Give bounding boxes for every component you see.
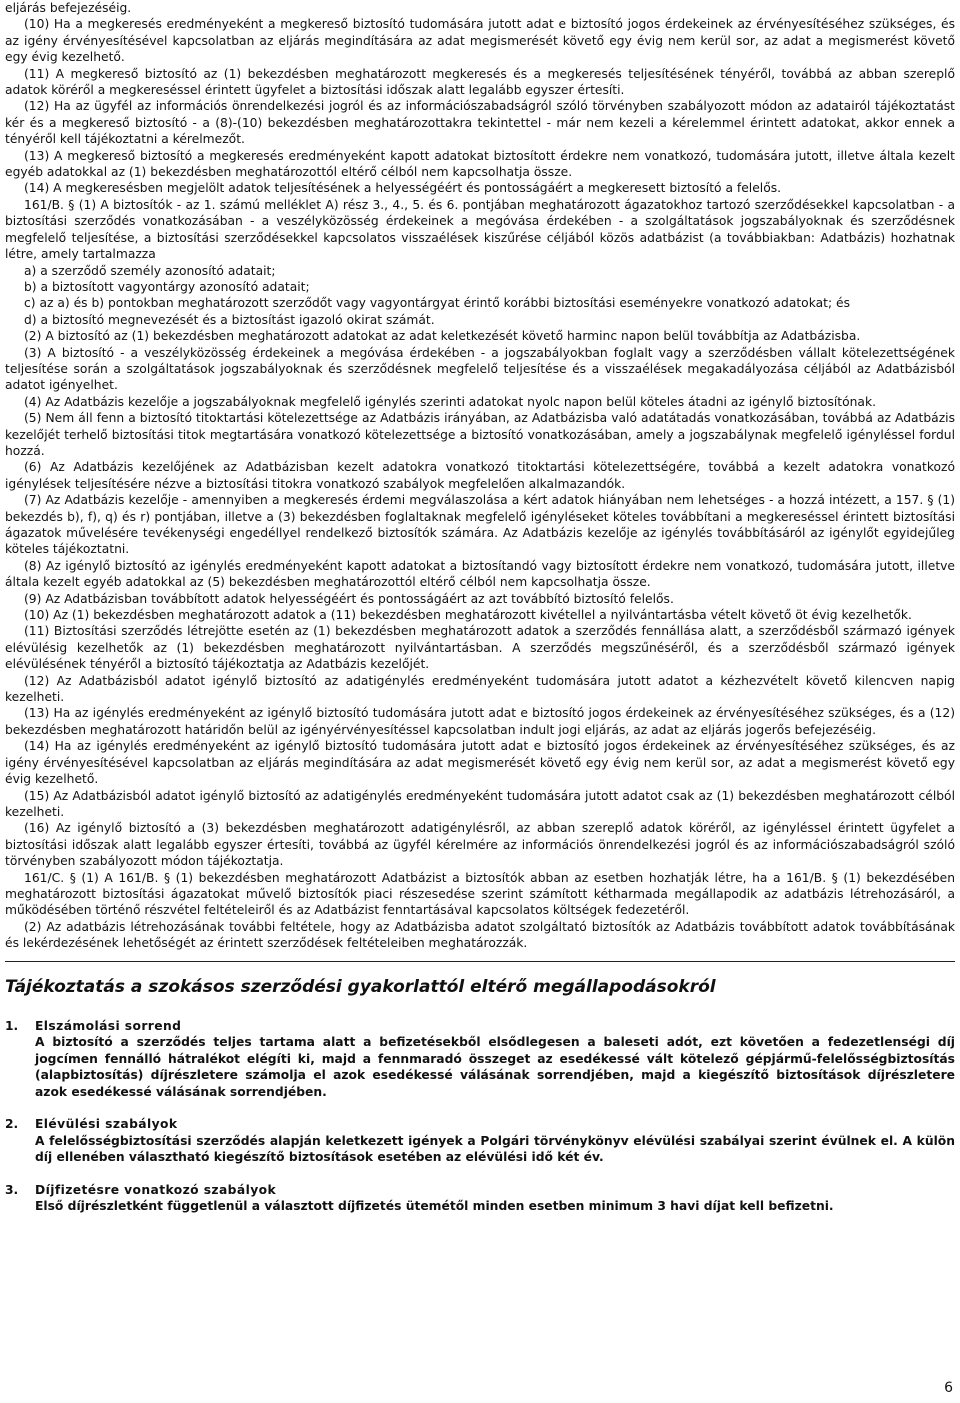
list-item-content [35, 1018, 955, 1101]
paragraph-25: (16) Az igénylő biztosító a (3) bekezdésben meghatározott adatigénylésről, az abban szereplő adatok köréről, az igényléssel érintett ügyfelet a biztosítási időszak alatt legalább egyszer értesíti, továbbá az ügyfél kérelmére az információs önrendelkezési jogról és az információszabadságról szóló törvényben szabályozott módon tájékoztatja. [5, 821, 955, 869]
list-item-content [35, 1182, 955, 1215]
document-page [5, 0, 955, 1215]
paragraph-21: (12) Az Adatbázisból adatot igénylő biztosító az adatigénylés eredményeként tudomására jutott adatot a kézhezvételt követő kilencven napig kezelheti. [5, 673, 955, 705]
paragraph-19: (10) Az (1) bekezdésben meghatározott adatok a (11) bekezdésben meghatározott kivétellel a nyilvántartásba vételt követő öt évig kezelhetők. [24, 608, 912, 623]
paragraph-7: a) a szerződő személy azonosító adatait; [24, 263, 276, 278]
paragraph-15: (6) Az Adatbázis kezelőjének az Adatbázisban kezelt adatokra vonatkozó titoktartási kötelezettségére, továbbá a kezelt adatokra vonatkozó igénylések teljesítésére nézve a biztosítási titokra vonatkozó szabályok megfelelően alkalmazandók. [5, 460, 955, 491]
list-item-title: Díjfizetésre vonatkozó szabályok [35, 1182, 277, 1197]
paragraph-26: 161/C. § (1) A 161/B. § (1) bekezdésben meghatározott Adatbázist a biztosítók abban az esetben hozhatják létre, ha a 161/B. § (1) bekezdésében meghatározott biztosítási ágazatokat művelő biztosítók piaci részesedése szerint számított kétharmada megállapodik az adatbázis létrehozásáról, a működésében történő részvétel feltételeiről és az Adatbázist fenntartásával kapcsolatos költségek fedezetéről. [5, 870, 955, 918]
paragraph-3: (12) Ha az ügyfél az információs önrendelkezési jogról és az információszabadságról szóló törvényben szabályozott módon az adatairól tájékoztatást kér és a megkereső biztosító - a (8)-(10) bekezdésben meghatározottakra tekintettel - már nem kezeli a kérelemmel érintett adatokat, akkor ennek a tényéről kell tájékoztatni a kérelmezőt. [5, 99, 955, 147]
list-item-title: Elévülési szabályok [35, 1117, 178, 1132]
list-item-title: Elszámolási sorrend [35, 1018, 182, 1033]
paragraph-9: c) az a) és b) pontokban meghatározott szerződőt vagy vagyontárgyat érintő korábbi biztosítási eseményekre vonatkozó adatokat; és [24, 296, 850, 311]
section-heading: Tájékoztatás a szokásos szerződési gyakorlattól eltérő megállapodásokról [5, 976, 716, 997]
paragraph-2: (11) A megkereső biztosító az (1) bekezdésben meghatározott megkeresés és a megkeresés teljesítésének tényéről, továbbá az abban szereplő adatok köréről a megkereséssel érintett ügyfelet a biztosítási időszak alatt legalább egyszer értesíti. [5, 66, 955, 98]
paragraph-24: (15) Az Adatbázisból adatot igénylő biztosító az adatigénylés eredményeként tudomására jutott adatot csak az (1) bekezdésben meghatározott célból kezelheti. [5, 788, 955, 819]
list-item-text: A biztosító a szerződés teljes tartama alatt a befizetésekből elsődlegesen a baleseti adót, ezt követően a fedezetlenségi díj jogcímen fennálló hátralékot elégíti ki, majd a fennmaradó összeget az esedékessé vált kötelező gépjármű-felelősségbiztosítás (alapbiztosítás) díjrészletere számolja el azok esedékessé válásának sorrendjében, majd a kiegészítő biztosítások díjrészletere azok esedékessé válásának sorrendjében. [35, 1035, 955, 1099]
paragraph-18: (9) Az Adatbázisban továbbított adatok helyességéért és pontosságáért az azt továbbító biztosító felelős. [24, 591, 674, 606]
paragraph-0: eljárás befejezéséig. [5, 1, 132, 15]
list-item-number: 3. [5, 1182, 19, 1197]
paragraph-22: (13) Ha az igénylés eredményeként az igénylő biztosító tudomására jutott adat e biztosító jogos érdekeinek az érvényesítéséhez szükséges, és a (12) bekezdésben meghatározott határidőn belül az igényérvényesítéssel kapcsolatban indult jogi eljárás, az adat az eljárás jogerős befejezéséig. [5, 706, 955, 737]
paragraph-17: (8) Az igénylő biztosító az igénylés eredményeként kapott adatokat a biztosítandó vagy biztosított érdekre nem vonatkozó, tudomására jutott, illetve általa kezelt egyéb adatokkal az (5) bekezdésben meghatározottól eltérő célból nem kapcsolhatja össze. [5, 558, 955, 590]
page-number: 6 [944, 1380, 953, 1396]
paragraph-20: (11) Biztosítási szerződés létrejötte esetén az (1) bekezdésben meghatározott adatok a szerződés fennállása alatt, a szerződésből származó igények elévülésig kezelhetők az (1) bekezdésben meghatározott nyilvántartásban. A szerződés megszűnéséről, és a szerződésből származó igények elévülésének tényéről a biztosító tájékoztatja az Adatbázis kezelőjét. [5, 624, 955, 672]
section-divider [5, 961, 955, 962]
list-item-number: 2. [5, 1117, 19, 1132]
list-item-content [35, 1116, 955, 1166]
paragraph-12: (3) A biztosító - a veszélyközösség érdekeinek a megóvása érdekében - a jogszabályokban foglalt vagy a szerződésben vállalt kötelezettségének teljesítése során a szolgáltatások jogszabályoknak és szerződésnek megfelelő teljesítése és a visszaélések megakadályozása céljából az Adatbázisból adatot igényelhet. [5, 345, 955, 393]
paragraph-10: d) a biztosító megnevezését és a biztosítást igazoló okirat számát. [24, 312, 435, 327]
paragraph-6: 161/B. § (1) A biztosítók - az 1. számú melléklet A) rész 3., 4., 5. és 6. pontjában meghatározott ágazatokhoz tartozó szerződésekkel kapcsolatban - a biztosítási szerződés vonatkozásában - a veszélyközösség érdekeinek a megóvása érdekében - a szolgáltatások jogszabályoknak és szerződésnek megfelelő teljesítése, a biztosítási szerződésekkel kapcsolatos visszaélések kiszűrése céljából közös adatbázist (a továbbiakban: Adatbázis) hozhatnak létre, amely tartalmazza [5, 197, 955, 262]
paragraph-5: (14) A megkeresésben megjelölt adatok teljesítésének a helyességéért és pontosságáért a megkeresett biztosító a felelős. [24, 181, 782, 196]
list-item-text: Első díjrészletként függetlenül a választott díjfizetés ütemétől minden esetben minimum 3 havi díjat kell befizetni. [35, 1199, 834, 1214]
list-item-3 [5, 1182, 955, 1215]
paragraph-23: (14) Ha az igénylés eredményeként az igénylő biztosító tudomására jutott adat e biztosító jogos érdekeinek az érvényesítéséhez szükséges, és az igény érvényesítésével kapcsolatban az eljárás megindítására az adat megismerését követő egy évig nem kerül sor, az adat a megismerést követő egy évig kezelhető. [5, 739, 955, 787]
paragraph-16: (7) Az Adatbázis kezelője - amennyiben a megkeresés érdemi megválaszolása a kért adatok hiányában nem lehetséges - a hozzá intézett, a 157. § (1) bekezdés b), f), q) és r) pontjában, illetve a (3) bekezdésben foglaltaknak megfelelő igényléseket köteles továbbítani a megkereséssel érintett biztosítási ágazatok művelésére tevékenységi engedéllyel rendelkező biztosítók számára. Az Adatbázis kezelője az igénylés továbbításáról az igénylőt egyidejűleg köteles tájékoztatni. [5, 493, 955, 557]
list-item-1 [5, 1018, 955, 1101]
list-item-number: 1. [5, 1018, 19, 1033]
paragraph-11: (2) A biztosító az (1) bekezdésben meghatározott adatokat az adat keletkezését követő harminc napon belül továbbítja az Adatbázisba. [24, 329, 861, 344]
list-item-2 [5, 1116, 955, 1166]
paragraph-1: (10) Ha a megkeresés eredményeként a megkereső biztosító tudomására jutott adat e biztosító jogos érdekeinek az érvényesítéséhez szükséges, és az igény érvényesítésével kapcsolatban az eljárás megindítására az adat megismerését követő egy évig nem kerül sor, az adat a megismerést követő egy évig kezelhető. [5, 17, 955, 65]
list-item-text: A felelősségbiztosítási szerződés alapján keletkezett igények a Polgári törvénykönyv elévülési szabályai szerint évülnek el. A külön díj ellenében választható kiegészítő biztosítások esetében az elévülési idő két év. [35, 1133, 955, 1165]
paragraph-13: (4) Az Adatbázis kezelője a jogszabályoknak megfelelő igénylés szerinti adatokat nyolc napon belül köteles átadni az igénylő biztosítónak. [24, 394, 876, 409]
paragraph-27: (2) Az adatbázis létrehozásának további feltétele, hogy az Adatbázisba adatot szolgáltató biztosítók az Adatbázis továbbított adatok továbbításának és lekérdezésének lehetőségét az érintett szerződések feltételeiben meghatározzák. [5, 919, 955, 951]
paragraph-14: (5) Nem áll fenn a biztosító titoktartási kötelezettsége az Adatbázis irányában, az Adatbázisba való adatátadás vonatkozásában, továbbá az Adatbázis kezelőjét terhelő biztosítási titok megtartására vonatkozó kötelezettsége a biztosító vonatkozásában, amely a jogszabálynak megfelelő igényléssel fordul hozzá. [5, 411, 955, 458]
paragraph-4: (13) A megkereső biztosító a megkeresés eredményeként kapott adatokat biztosított érdekre nem vonatkozó, tudomására jutott, illetve általa kezelt egyéb adatokkal az (1) bekezdésben meghatározottól eltérő célból nem kapcsolhatja össze. [5, 148, 955, 180]
paragraph-8: b) a biztosított vagyontárgy azonosító adatait; [24, 279, 310, 294]
